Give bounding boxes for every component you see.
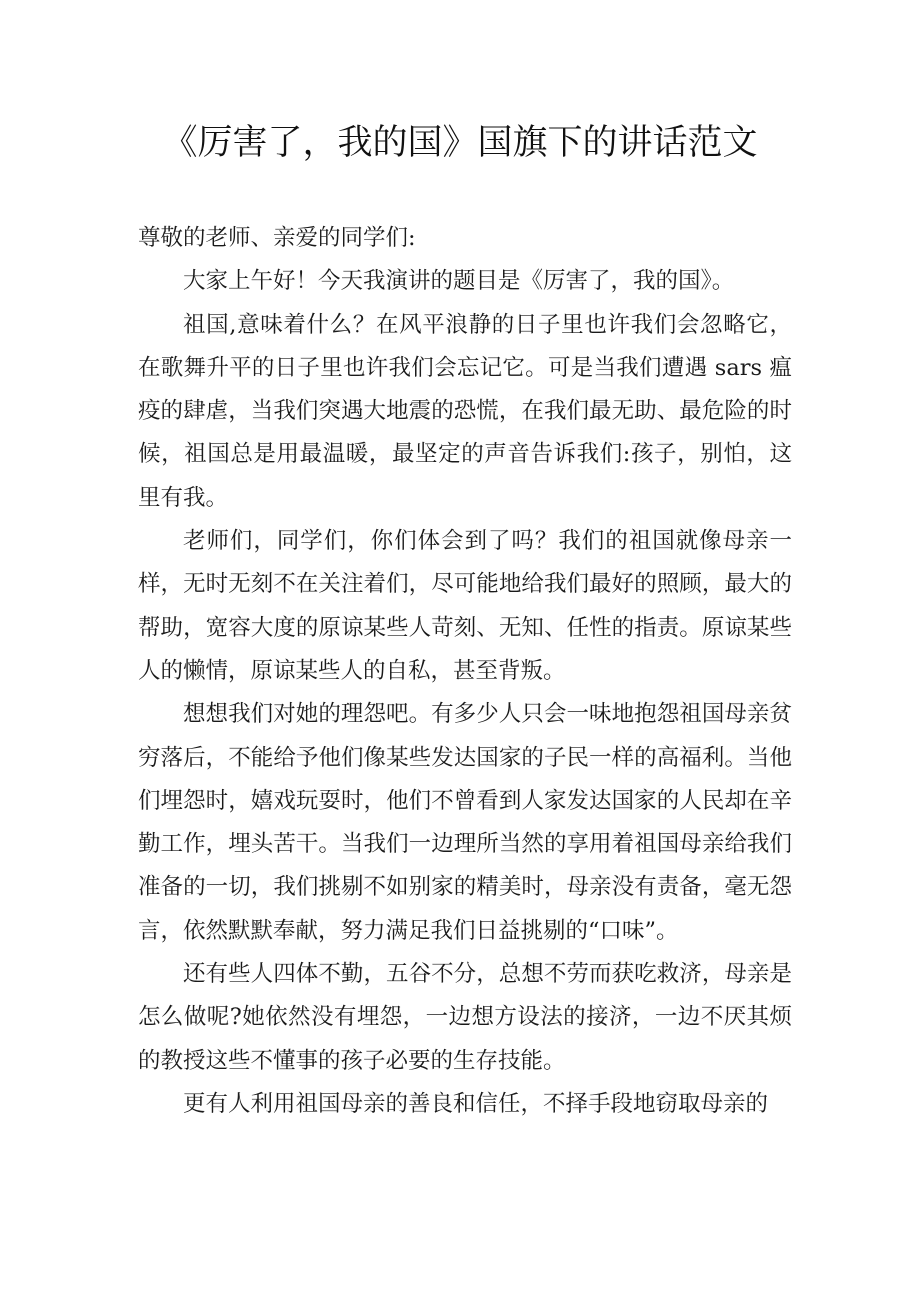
paragraph-3: 老师们，同学们，你们体会到了吗？我们的祖国就像母亲一样，无时无刻不在关注着们，尽可能地给我们最好的照顾，最大的帮助，宽容大度的原谅某些人苛刻、无知、任性的指责。原谅某些人的懒情，原谅某些人的自私，甚至背叛。: [138, 528, 792, 684]
document-title: 《厉害了，我的国》国旗下的讲话范文: [162, 123, 758, 163]
paragraph-2: 祖国,意味着什么？在风平浪静的日子里也许我们会忽略它，在歌舞升平的日子里也许我们会忘记它。可是当我们遭遇 sars 瘟疫的肆虐，当我们突遇大地震的恐慌，在我们最无助、最危险的时候，祖国总是用最温暖，最坚定的声音告诉我们:孩子，别怕，这里有我。: [138, 311, 792, 511]
salutation: 尊敬的老师、亲爱的同学们:: [138, 225, 416, 251]
document-body: [138, 217, 792, 1126]
paragraph-4: 想想我们对她的理怨吧。有多少人只会一味地抱怨祖国母亲贫穷落后，不能给予他们像某些发达国家的子民一样的高福利。当他们埋怨时，嬉戏玩耍时，他们不曾看到人家发达国家的人民却在辛勤工作，埋头苦干。当我们一边理所当然的享用着祖国母亲给我们准备的一切，我们挑剔不如别家的精美时，母亲没有责备，毫无怨言，依然默默奉献，努力满足我们日益挑剔的“口味”。: [138, 701, 792, 944]
paragraph-5: 还有些人四体不勤，五谷不分，总想不劳而获吃救济，母亲是怎么做呢?她依然没有埋怨，一边想方设法的接济，一边不厌其烦的教授这些不懂事的孩子必要的生存技能。: [138, 961, 792, 1074]
paragraph-1: 大家上午好！今天我演讲的题目是《厉害了，我的国》。: [183, 268, 735, 295]
paragraph-6: 更有人利用祖国母亲的善良和信任，不择手段地窃取母亲的: [183, 1090, 769, 1117]
